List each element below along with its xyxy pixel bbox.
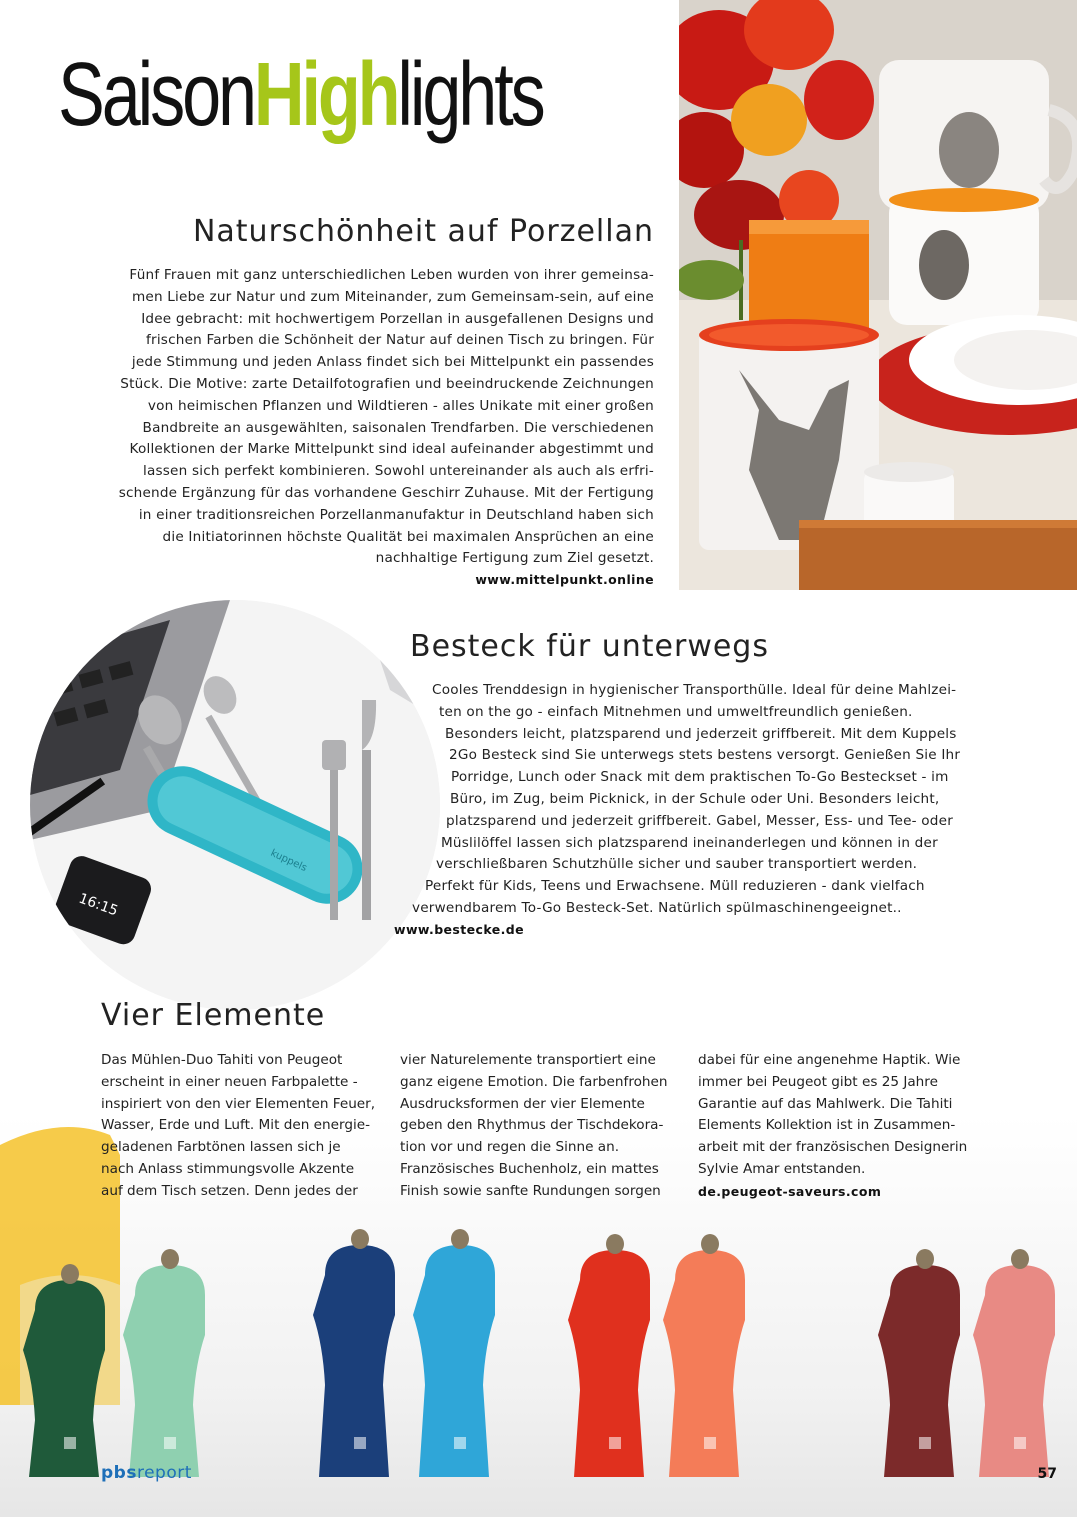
body-line: platzsparend und jederzeit griffbereit. Gabel, Messer, Ess- und Tee- oder [446,812,953,829]
porcelain-photo [679,0,1077,590]
body-line: ganz eigene Emotion. Die farbenfrohen [400,1073,668,1090]
body-line: Garantie auf das Mahlwerk. Die Tahiti [698,1095,953,1112]
article3-column-3 [698,1050,973,1203]
publication-logo [101,1463,192,1483]
body-line: Müslilöffel lassen sich platzsparend ineinanderlegen und können in der [441,834,938,851]
body-line: dabei für eine angenehme Haptik. Wie [698,1052,961,1068]
title-part-lights: lights [397,45,543,145]
body-line: Besonders leicht, platzsparend und jederzeit griffbereit. Mit dem Kuppels [445,725,957,742]
page-number: 57 [1037,1466,1057,1482]
body-line: jede Stimmung und jeden Anlass findet sich bei Mittelpunkt ein passendes [131,354,654,371]
body-line: Cooles Trenddesign in hygienischer Transporthülle. Ideal für deine Mahlzei- [432,682,957,698]
case-label: kuppels [268,847,309,875]
body-line: frischen Farben die Schönheit der Natur auf deinen Tisch zu bringen. Für [146,332,654,349]
body-line: in einer traditionsreichen Porzellanmanufaktur in Deutschland haben sich [138,506,654,523]
cutlery-photo [30,600,440,1010]
body-line: Finish sowie sanfte Rundungen sorgen [400,1182,661,1199]
body-line: geben den Rhythmus der Tischdekora- [400,1117,664,1134]
body-line: Das Mühlen-Duo Tahiti von Peugeot [101,1052,343,1068]
body-line: nachhaltige Fertigung zum Ziel gesetzt. [375,550,654,567]
body-line: arbeit mit der französischen Designerin [698,1139,968,1156]
body-line: lassen sich perfekt kombinieren. Sowohl untereinander als auch als erfri- [142,463,654,480]
article3-column-1 [101,1050,376,1203]
body-line: Idee gebracht: mit hochwertigem Porzellan in ausgefallenen Designs und [141,310,654,327]
article2-body [394,680,961,920]
body-line: schende Ergänzung für das vorhandene Geschirr Zuhause. Mit der Fertigung [118,484,654,501]
body-line: Elements Kollektion ist in Zusammen- [698,1117,956,1134]
title-part-saison: Saison [58,45,254,145]
body-line: verwendbarem To-Go Besteck-Set. Natürlich spülmaschinengeeignet.. [412,899,902,916]
body-line: nach Anlass stimmungsvolle Akzente [101,1160,355,1177]
body-line: die Initiatorinnen höchste Qualität bei maximalen Ansprüchen an eine [162,528,654,545]
article1-heading: Naturschönheit auf Porzellan [192,214,654,249]
page-title [58,45,543,145]
logo-bold: pbs [101,1463,137,1483]
phone-time: 16:15 [76,890,120,920]
body-line: Perfekt für Kids, Teens und Erwachsene. Müll reduzieren - dank vielfach [425,878,925,895]
body-line: Kollektionen der Marke Mittelpunkt sind ideal aufeinander abgestimmt und [129,441,654,458]
title-part-high: High [253,45,398,145]
body-line: geladenen Farbtönen lassen sich je [101,1139,341,1156]
body-line: immer bei Peugeot gibt es 25 Jahre [698,1073,938,1090]
body-line: Porridge, Lunch oder Snack mit dem praktischen To-Go Besteckset - im [451,769,949,786]
logo-rest: report [136,1463,192,1483]
article3-url[interactable]: de.peugeot-saveurs.com [698,1183,882,1199]
body-line: Französisches Buchenholz, ein mattes [400,1160,659,1177]
article3-column-2 [400,1050,675,1203]
article2-url[interactable]: www.bestecke.de [394,922,524,937]
body-line: Bandbreite an ausgewählten, saisonalen Trendfarben. Die verschiedenen [142,419,654,436]
body-line: inspiriert von den vier Elementen Feuer, [101,1095,376,1112]
body-line: Fünf Frauen mit ganz unterschiedlichen Leben wurden von ihrer gemeinsa- [129,267,654,283]
article2-heading: Besteck für unterwegs [410,629,769,664]
body-line: 2Go Besteck sind Sie unterwegs stets bestens versorgt. Genießen Sie Ihr [449,747,961,764]
body-line: auf dem Tisch setzen. Denn jedes der [101,1182,358,1199]
body-line: ten on the go - einfach Mitnehmen und umweltfreundlich genießen. [439,703,913,720]
body-line: men Liebe zur Natur und zum Miteinander, zum Gemeinsam-sein, auf eine [131,288,654,305]
body-line: Büro, im Zug, beim Picknick, in der Schule oder Uni. Besonders leicht, [450,790,940,807]
body-line: vier Naturelemente transportiert eine [400,1052,656,1068]
body-line: Ausdrucksformen der vier Elemente [400,1095,645,1112]
body-line: verschließbaren Schutzhülle sicher und sauber transportiert werden. [436,856,918,873]
body-line: von heimischen Pflanzen und Wildtieren - alles Unikate mit einer großen [147,397,654,414]
article1-url[interactable]: www.mittelpunkt.online [475,572,654,587]
body-line: Sylvie Amar entstanden. [698,1160,866,1177]
article3-heading: Vier Elemente [101,998,326,1033]
article1-body [119,265,654,570]
body-line: tion vor und regen die Sinne an. [400,1139,620,1156]
body-line: erscheint in einer neuen Farbpalette - [101,1073,358,1090]
body-line: Stück. Die Motive: zarte Detailfotografien und beeindruckende Zeichnungen [120,375,654,392]
body-line: Wasser, Erde und Luft. Mit den energie- [101,1117,371,1134]
